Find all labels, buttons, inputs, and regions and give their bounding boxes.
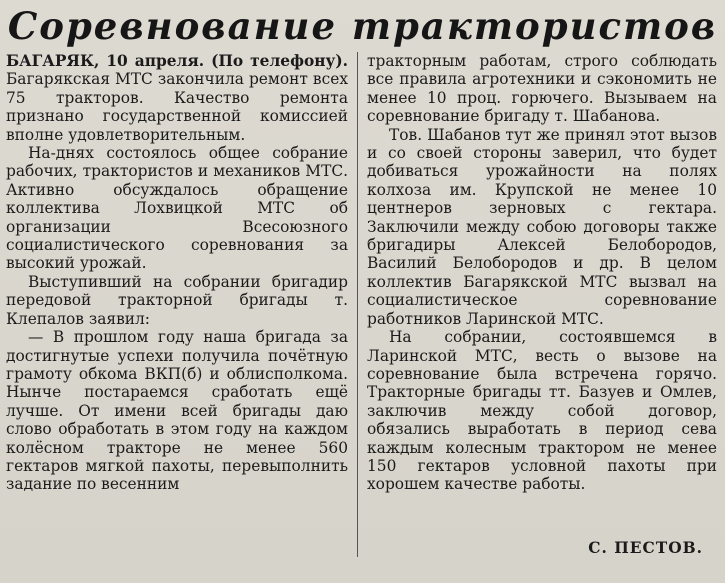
- article-paragraph: На-днях состоялось общее собрание рабочих, трактористов и механиков МТС. Активно обсуждалось обращение коллектива Лохвицкой МТС об организации Всесоюзного социалистического соревнования за высокий урожай.: [6, 144, 348, 273]
- article-paragraph: — В прошлом году наша бригада за достигнутые успехи получила почётную грамоту обкома ВКП(б) и облисполкома. Нынче постараемся сработать ещё лучше. От имени всей бригады даю слово обработать в этом году на каждом колёсном тракторе не менее 560 гектаров мягкой пахоты, перевыполнить задание по весенним: [6, 328, 348, 494]
- article-paragraph: Тов. Шабанов тут же принял этот вызов и со своей стороны заверил, что будет добиваться урожайности на полях колхоза им. Крупской не менее 10 центнеров зерновых с гектара. Заключили между собою договоры также бригадиры Алексей Белобородов, Василий Белобородов и др. В целом коллектив Багарякской МТС вызвал на социалистическое соревнование работников Ларинской МТС.: [367, 125, 717, 328]
- column-divider: [357, 52, 358, 557]
- article-paragraph: На собрании, состоявшемся в Ларинской МТС, весть о вызове на соревнование была встречена горячо. Тракторные бригады тт. Базуев и Омлев, заключив между собой договор, обязались выработать в период сева каждым колесным трактором не менее 150 гектаров условной пахоты при хорошем качестве работы.: [367, 328, 717, 494]
- article-paragraph-text: Багарякская МТС закончила ремонт всех 75 тракторов. Качество ремонта признано государственной комиссией вполне удовлетворительным.: [6, 70, 348, 144]
- article-headline: Соревнование трактористов: [7, 4, 718, 48]
- article-paragraph: тракторным работам, строго соблюдать все правила агротехники и сэкономить не менее 10 проц. горючего. Вызываем на соревнование бригаду т. Шабанова.: [367, 52, 717, 126]
- article-column-right: [367, 52, 717, 494]
- article-column-left: [6, 52, 348, 494]
- article-paragraph: Выступивший на собрании бригадир передовой тракторной бригады т. Клепалов заявил:: [6, 272, 348, 328]
- article-dateline: БАГАРЯК, 10 апреля. (По телефону).: [6, 52, 348, 70]
- article-signature: С. ПЕСТОВ.: [588, 539, 703, 557]
- article-paragraph: [6, 52, 348, 144]
